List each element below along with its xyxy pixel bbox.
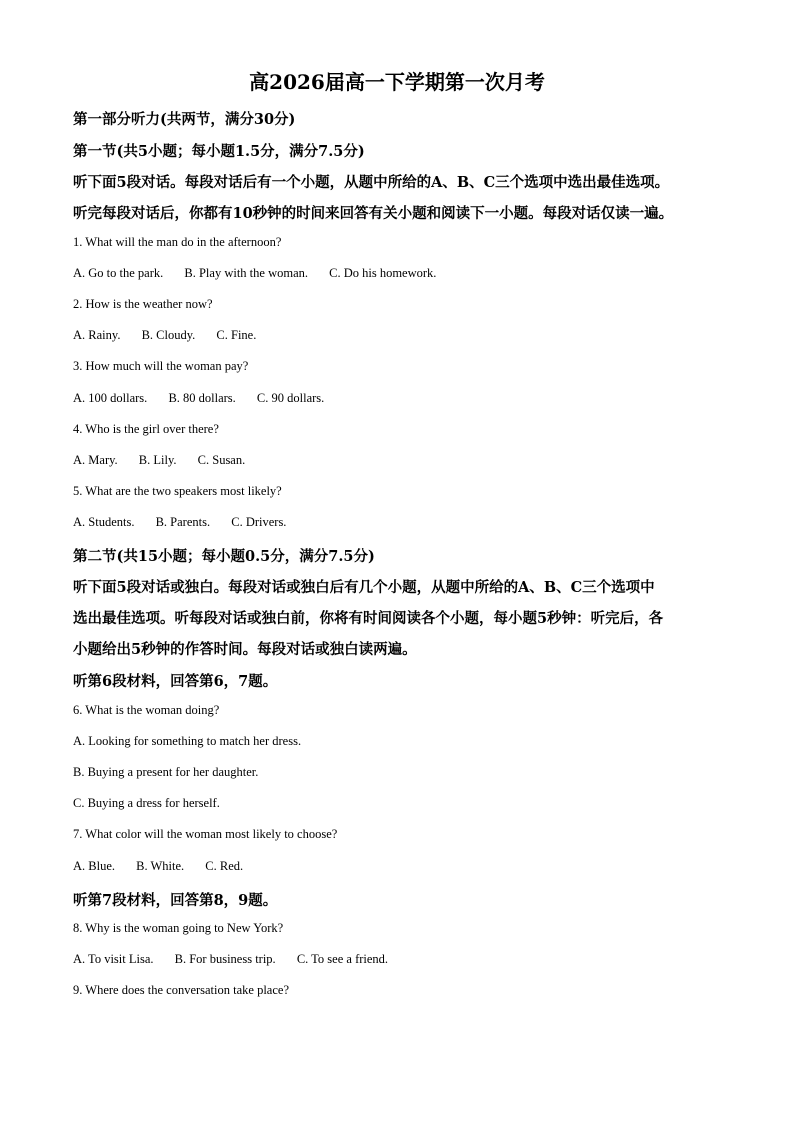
option-b: B. Buying a present for her daughter. [73,765,259,779]
option-b: B. Play with the woman. [184,266,308,280]
question-options [73,859,261,874]
material-7-heading: 听第7段材料，回答第8，9题。 [73,892,278,909]
option-c: C. Buying a dress for herself. [73,796,220,810]
option-b: B. Lily. [138,453,177,467]
option-b: B. Cloudy. [141,328,196,342]
option-c: C. To see a friend. [296,952,389,966]
question-options [73,266,454,281]
option-a: A. Go to the park. [73,266,164,280]
section1-instruction-1: 听下面5段对话。每段对话后有一个小题，从题中所给的A、B、C三个选项中选出最佳选项。 [73,174,670,191]
question-stem: 2. How is the weather now? [73,297,213,311]
option-b: B. 80 dollars. [168,391,236,405]
section2-instruction-1: 听下面5段对话或独白。每段对话或独白后有几个小题，从题中所给的A、B、C三个选项中 [73,579,655,596]
option-a: A. Looking for something to match her dress. [73,734,302,748]
option-c: C. Do his homework. [329,266,437,280]
material-6-heading: 听第6段材料，回答第6，7题。 [73,673,278,690]
option-c: C. Drivers. [231,515,287,529]
option-c: C. 90 dollars. [256,391,325,405]
question-options [73,515,304,530]
option-a: A. Blue. [73,859,116,873]
question-stem: 6. What is the woman doing? [73,703,220,717]
section1-instruction-2: 听完每段对话后，你都有10秒钟的时间来回答有关小题和阅读下一小题。每段对话仅读一遍。 [73,205,674,222]
section2-heading: 第二节(共15小题；每小题0.5分，满分7.5分) [73,548,375,565]
question-options [73,328,274,343]
question-options [73,391,342,406]
question-options [73,952,406,967]
question-stem: 5. What are the two speakers most likely? [73,484,282,498]
option-b: B. Parents. [155,515,211,529]
question-stem: 7. What color will the woman most likely to choose? [73,827,338,841]
question-stem: 8. Why is the woman going to New York? [73,921,284,935]
option-a: A. Students. [73,515,135,529]
option-a: A. Mary. [73,453,118,467]
option-c: C. Susan. [197,453,246,467]
option-b: B. For business trip. [174,952,276,966]
page-title: 高2026届高一下学期第一次月考 [249,70,545,94]
option-a: A. To visit Lisa. [73,952,154,966]
option-c: C. Red. [205,859,244,873]
section1-heading: 第一节(共5小题；每小题1.5分，满分7.5分) [73,143,365,160]
part1-heading: 第一部分听力(共两节，满分30分) [73,111,296,128]
question-options [73,453,263,468]
option-c: C. Fine. [216,328,257,342]
option-a: A. Rainy. [73,328,121,342]
question-stem: 4. Who is the girl over there? [73,422,219,436]
section2-instruction-3: 小题给出5秒钟的作答时间。每段对话或独白读两遍。 [73,641,417,658]
question-stem: 9. Where does the conversation take place? [73,983,289,997]
section2-instruction-2: 选出最佳选项。听每段对话或独白前，你将有时间阅读各个小题，每小题5秒钟：听完后，各 [73,610,664,627]
option-a: A. 100 dollars. [73,391,148,405]
question-stem: 3. How much will the woman pay? [73,359,249,373]
question-stem: 1. What will the man do in the afternoon? [73,235,282,249]
option-b: B. White. [136,859,185,873]
